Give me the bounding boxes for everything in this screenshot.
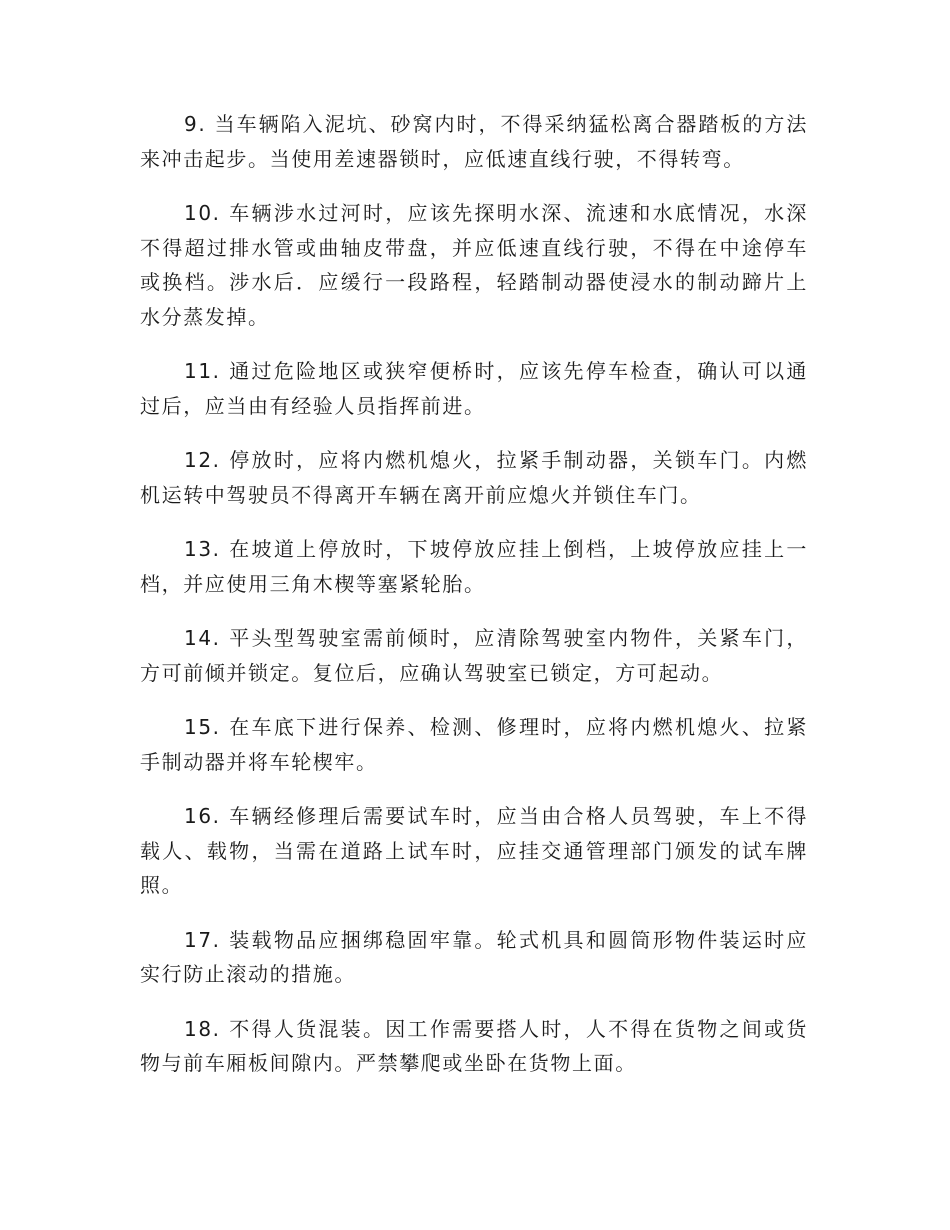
paragraph-item-13: 13. 在坡道上停放时，下坡停放应挂上倒档，上坡停放应挂上一档，并应使用三角木楔等塞紧轮胎。	[140, 537, 808, 596]
paragraph-item-11: 11. 通过危险地区或狭窄便桥时，应该先停车检查，确认可以通过后，应当由有经验人员指挥前进。	[140, 359, 808, 418]
paragraph-item-16: 16. 车辆经修理后需要试车时，应当由合格人员驾驶，车上不得载人、载物，当需在道路上试车时，应挂交通管理部门颁发的试车牌照。	[140, 804, 808, 897]
paragraph-item-12: 12. 停放时，应将内燃机熄火，拉紧手制动器，关锁车门。内燃机运转中驾驶员不得离开车辆在离开前应熄火并锁住车门。	[140, 448, 808, 507]
document-body	[140, 107, 808, 1101]
paragraph-item-18: 18. 不得人货混装。因工作需要搭人时，人不得在货物之间或货物与前车厢板间隙内。严禁攀爬或坐卧在货物上面。	[140, 1016, 808, 1075]
paragraph-item-9: 9. 当车辆陷入泥坑、砂窝内时，不得采纳猛松离合器踏板的方法来冲击起步。当使用差速器锁时，应低速直线行驶，不得转弯。	[140, 112, 808, 171]
paragraph-item-14: 14. 平头型驾驶室需前倾时，应清除驾驶室内物件，关紧车门，方可前倾并锁定。复位后，应确认驾驶室已锁定，方可起动。	[140, 626, 808, 685]
paragraph-item-10: 10. 车辆涉水过河时，应该先探明水深、流速和水底情况，水深不得超过排水管或曲轴皮带盘，并应低速直线行驶，不得在中途停车或换档。涉水后．应缓行一段路程，轻踏制动器使浸水的制动蹄片上水分蒸发掉。	[140, 201, 808, 329]
paragraph-item-17: 17. 装载物品应捆绑稳固牢靠。轮式机具和圆筒形物件装运时应实行防止滚动的措施。	[140, 927, 808, 986]
paragraph-item-15: 15. 在车底下进行保养、检测、修理时，应将内燃机熄火、拉紧手制动器并将车轮楔牢。	[140, 715, 808, 774]
